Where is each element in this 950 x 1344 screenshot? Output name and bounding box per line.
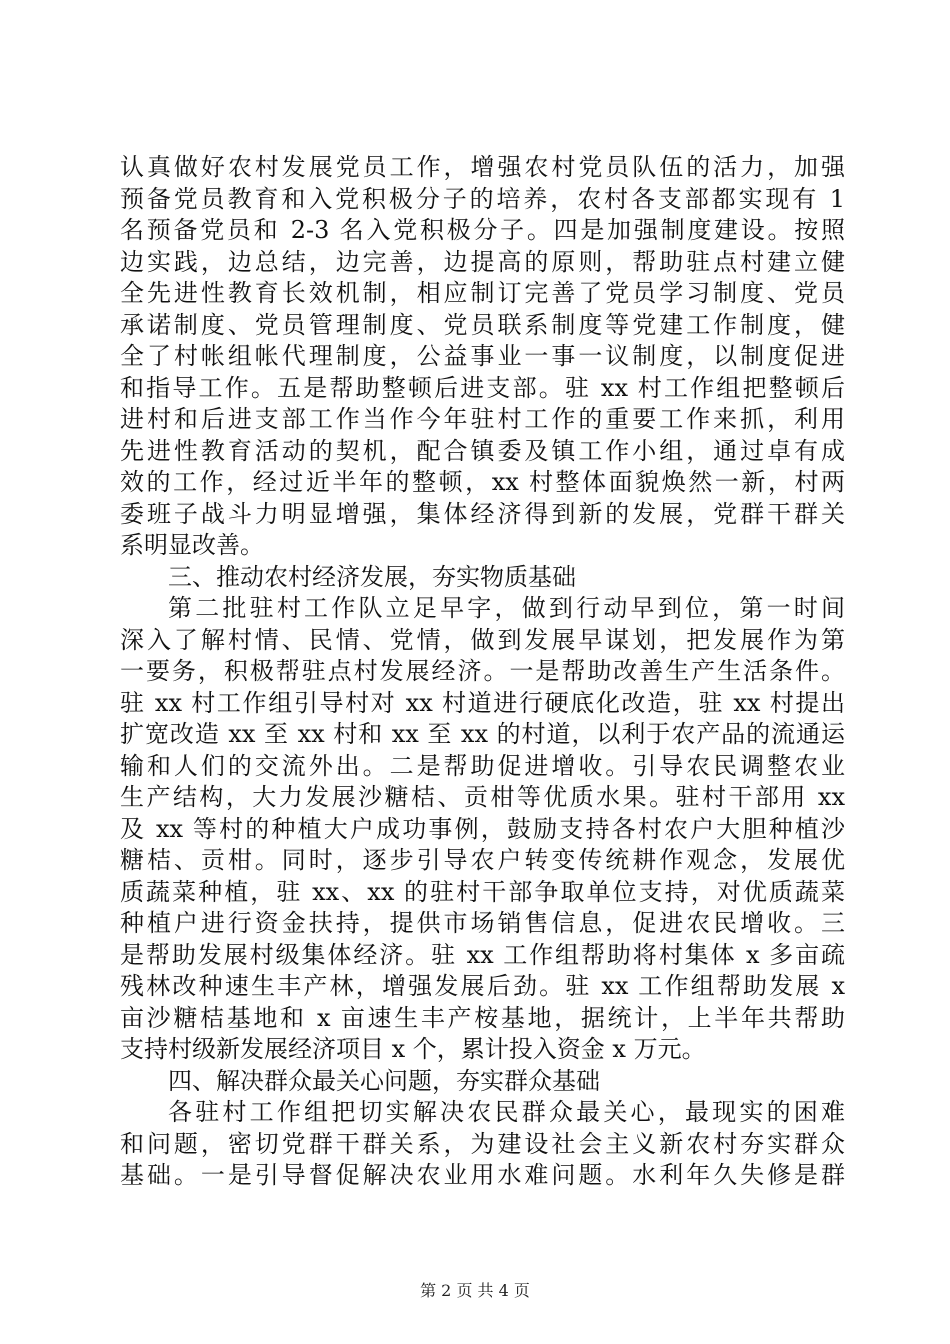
- text-line: 质蔬菜种植，驻 xx、xx 的驻村干部争取单位支持，对优质蔬菜: [120, 877, 845, 906]
- text-line: 效的工作，经过近半年的整顿，xx 村整体面貌焕然一新，村两: [120, 468, 845, 496]
- text-line: 基础。一是引导督促解决农业用水难问题。水利年久失修是群: [120, 1161, 845, 1189]
- text-line: 深入了解村情、民情、党情，做到发展早谋划，把发展作为第: [120, 625, 845, 654]
- text-line: 一要务，积极帮驻点村发展经济。一是帮助改善生产生活条件。: [120, 657, 845, 685]
- text-line: 系明显改善。: [120, 531, 264, 559]
- text-line: 和指导工作。五是帮助整顿后进支部。驻 xx 村工作组把整顿后: [120, 373, 845, 402]
- text-line: 残林改种速生丰产林，增强发展后劲。驻 xx 工作组帮助发展 x: [120, 972, 845, 1000]
- text-line: 和问题，密切党群干群关系，为建设社会主义新农村夯实群众: [120, 1129, 845, 1158]
- text-line: 及 xx 等村的种植大户成功事例，鼓励支持各村农户大胆种植沙: [120, 814, 845, 843]
- text-line: 认真做好农村发展党员工作，增强农村党员队伍的活力，加强: [120, 153, 845, 181]
- text-line: 名预备党员和 2-3 名入党积极分子。四是加强制度建设。按照: [120, 216, 845, 244]
- text-line: 全了村帐组帐代理制度，公益事业一事一议制度，以制度促进: [120, 342, 845, 370]
- text-line: 生产结构，大力发展沙糖桔、贡柑等优质水果。驻村干部用 xx: [120, 783, 845, 811]
- text-line: 先进性教育活动的契机，配合镇委及镇工作小组，通过卓有成: [120, 436, 845, 465]
- text-line: 亩沙糖桔基地和 x 亩速生丰产桉基地，据统计，上半年共帮助: [120, 1003, 845, 1032]
- text-line: 是帮助发展村级集体经济。驻 xx 工作组帮助将村集体 x 多亩疏: [120, 940, 845, 969]
- text-line: 输和人们的交流外出。二是帮助促进增收。引导农民调整农业: [120, 751, 845, 780]
- text-line: 预备党员教育和入党积极分子的培养，农村各支部都实现有 1: [120, 184, 845, 213]
- page-footer: 第 2 页 共 4 页: [420, 1281, 530, 1300]
- text-line: 委班子战斗力明显增强，集体经济得到新的发展，党群干群关: [120, 499, 845, 528]
- text-line: 边实践，边总结，边完善，边提高的原则，帮助驻点村建立健: [120, 247, 845, 276]
- text-line: 承诺制度、党员管理制度、党员联系制度等党建工作制度，健: [120, 310, 845, 339]
- text-line: 第二批驻村工作队立足早字，做到行动早到位，第一时间: [168, 594, 845, 622]
- text-line: 进村和后进支部工作当作今年驻村工作的重要工作来抓，利用: [120, 405, 845, 433]
- text-line: 全先进性教育长效机制，相应制订完善了党员学习制度、党员: [120, 279, 845, 307]
- text-line: 扩宽改造 xx 至 xx 村和 xx 至 xx 的村道，以利于农产品的流通运: [120, 720, 845, 748]
- section-heading: 四、解决群众最关心问题，夯实群众基础: [168, 1066, 600, 1095]
- document-body: [120, 152, 845, 1192]
- text-line: 驻 xx 村工作组引导村对 xx 村道进行硬底化改造，驻 xx 村提出: [120, 688, 845, 717]
- section-heading: 三、推动农村经济发展，夯实物质基础: [168, 562, 576, 591]
- text-line: 糖桔、贡柑。同时，逐步引导农户转变传统耕作观念，发展优: [120, 846, 845, 874]
- text-line: 各驻村工作组把切实解决农民群众最关心，最现实的困难: [168, 1098, 845, 1126]
- text-line: 支持村级新发展经济项目 x 个，累计投入资金 x 万元。: [120, 1035, 706, 1063]
- text-line: 种植户进行资金扶持，提供市场销售信息，促进农民增收。三: [120, 909, 845, 937]
